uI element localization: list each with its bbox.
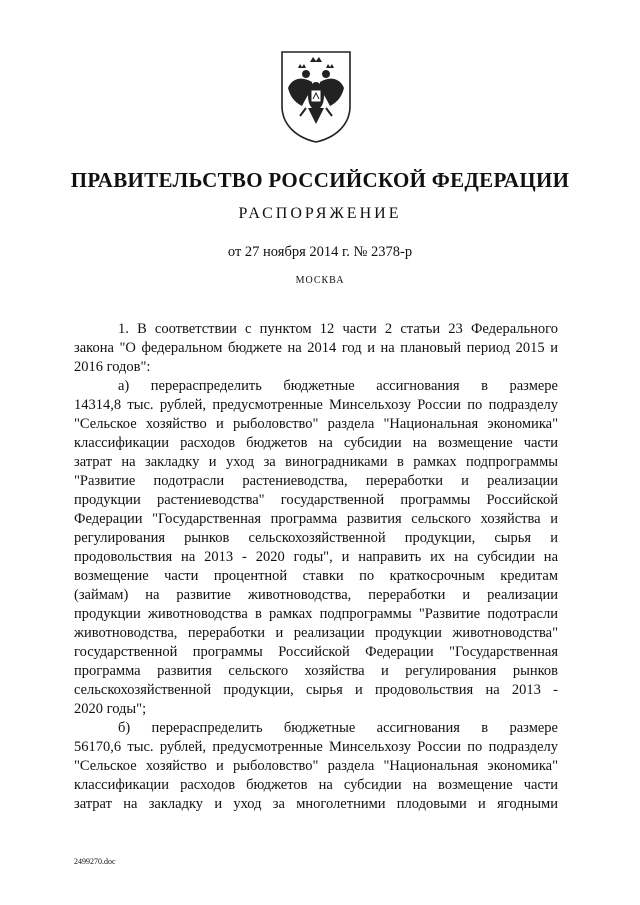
body-line: классификации расходов бюджетов на субсидии на возмещение части xyxy=(74,777,558,793)
body-line: Федерации "Государственная программа развития сельского хозяйства и xyxy=(74,511,558,527)
body-line: а) перераспределить бюджетные ассигнования в размере xyxy=(118,378,558,394)
body-line: регулирования рынков сельскохозяйственной продукции, сырья и xyxy=(74,530,558,546)
body-line: "Развитие подотрасли растениеводства, переработки и реализации xyxy=(74,473,558,489)
body-line: затрат на закладку и уход за многолетними плодовыми и ягодными xyxy=(74,796,558,812)
body-line: программа развития сельского хозяйства и регулирования рынков xyxy=(74,663,558,679)
body-line: 56170,6 тыс. рублей, предусмотренные Минсельхозу России по подразделу xyxy=(74,739,558,755)
body-line: 2020 годы"; xyxy=(74,701,147,717)
body-line: "Сельское хозяйство и рыболовство" раздела "Национальная экономика" xyxy=(74,416,558,432)
body-line: (займам) на развитие животноводства, переработки и реализации xyxy=(74,587,558,603)
document-body xyxy=(74,320,558,814)
body-line: 2016 годов": xyxy=(74,359,151,375)
city: МОСКВА xyxy=(295,275,345,286)
body-line: 1. В соответствии с пунктом 12 части 2 статьи 23 Федерального xyxy=(118,321,558,337)
body-line: продукции растениеводства" государственной программы Российской xyxy=(74,492,558,508)
organization-title: ПРАВИТЕЛЬСТВО РОССИЙСКОЙ ФЕДЕРАЦИИ xyxy=(70,168,570,192)
body-line: "Сельское хозяйство и рыболовство" раздела "Национальная экономика" xyxy=(74,758,558,774)
body-line: государственной программы Российской Федерации "Государственная xyxy=(74,644,558,660)
body-line: б) перераспределить бюджетные ассигнования в размере xyxy=(118,720,558,736)
date-and-number: от 27 ноября 2014 г. № 2378-р xyxy=(227,244,413,260)
document-type: РАСПОРЯЖЕНИЕ xyxy=(238,205,402,222)
body-line: классификации расходов бюджетов на субсидии на возмещение части xyxy=(74,435,558,451)
document-code: 2499270.doc xyxy=(74,857,116,866)
russian-coat-of-arms-icon xyxy=(276,48,356,144)
body-line: сельскохозяйственной продукции, сырья и продовольствия на 2013 - xyxy=(74,682,558,698)
body-line: затрат на закладку и уход за виноградниками в рамках подпрограммы xyxy=(74,454,558,470)
body-line: продукции животноводства в рамках подпрограммы "Развитие подотрасли xyxy=(74,606,558,622)
body-line: 14314,8 тыс. рублей, предусмотренные Минсельхозу России по подразделу xyxy=(74,397,558,413)
body-line: животноводства, переработки и реализации продукции животноводства" xyxy=(74,625,558,641)
body-line: возмещение части процентной ставки по краткосрочным кредитам xyxy=(74,568,558,584)
body-line: продовольствия на 2013 - 2020 годы", и направить их на субсидии на xyxy=(74,549,558,565)
body-line: закона "О федеральном бюджете на 2014 год и на плановый период 2015 и xyxy=(74,340,558,356)
